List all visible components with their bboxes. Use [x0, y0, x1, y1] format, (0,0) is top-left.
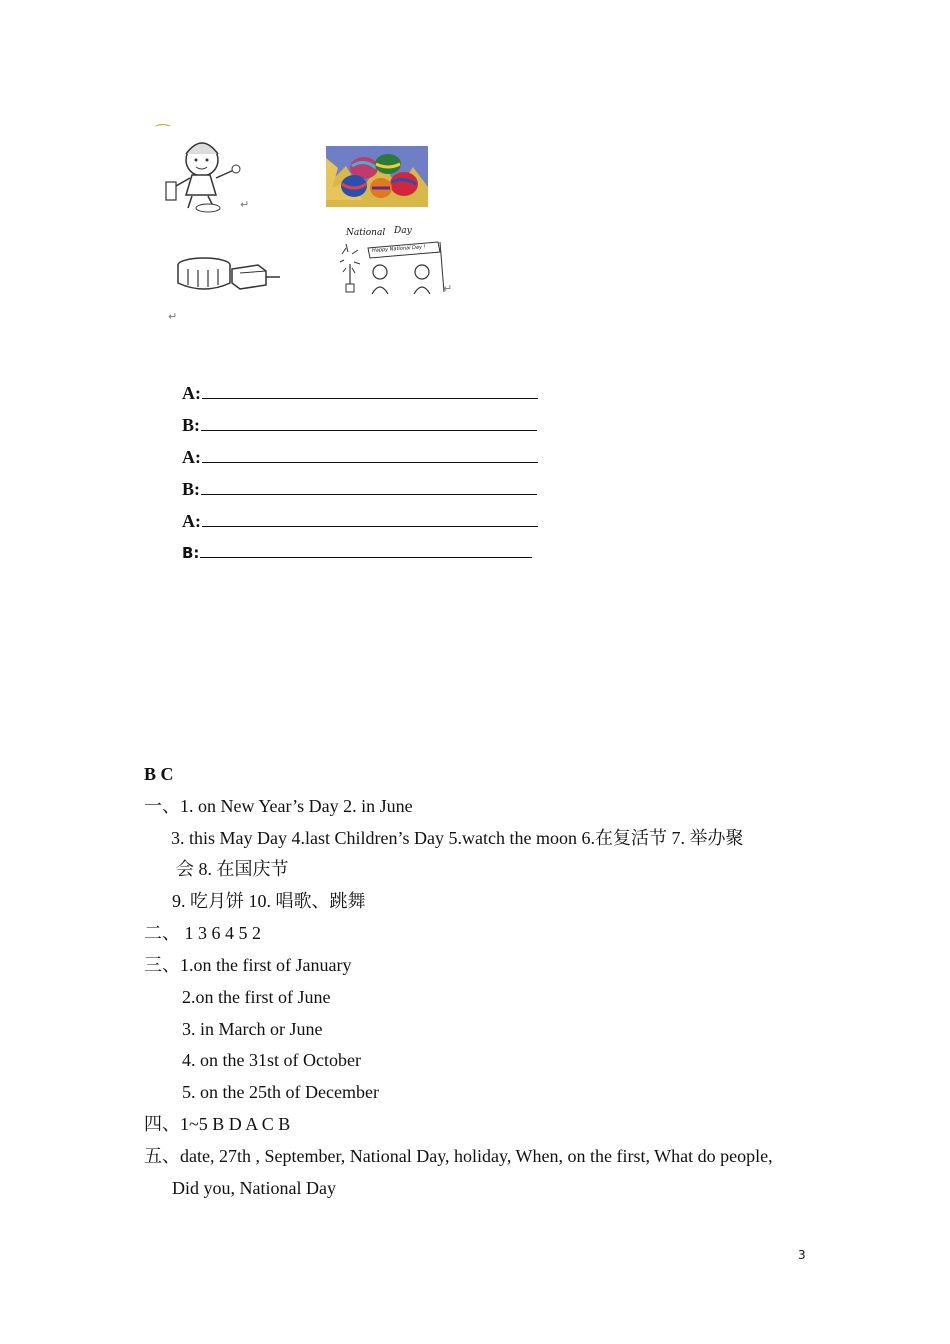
dialogue-line	[182, 380, 538, 404]
answer-blank[interactable]	[202, 508, 538, 527]
national-day-banner-text: Happy National Day !	[371, 244, 426, 254]
easter-eggs-image	[326, 146, 428, 207]
dialogue-line	[182, 476, 537, 500]
answer-section-1-line-4: 9. 吃月饼 10. 唱歌、跳舞	[172, 891, 366, 911]
dialogue-line	[182, 444, 538, 468]
answer-section-3-line-5: 5. on the 25th of December	[182, 1082, 379, 1102]
answer-heading: B C	[144, 764, 174, 784]
answer-blank[interactable]	[201, 412, 537, 431]
answer-blank[interactable]	[202, 380, 538, 399]
dialogue-line	[182, 542, 532, 562]
answer-blank[interactable]	[201, 476, 537, 495]
national-day-word-1: National	[346, 228, 386, 238]
page-number: 3	[798, 1248, 806, 1262]
speaker-label: A:	[182, 447, 201, 467]
national-day-word-2: Day	[394, 226, 412, 236]
answer-blank[interactable]	[200, 542, 532, 558]
speaker-label: B:	[182, 544, 200, 562]
speaker-label: B:	[182, 479, 200, 499]
return-mark: ↵	[443, 282, 453, 295]
answer-section-3-line-4: 4. on the 31st of October	[182, 1050, 361, 1070]
national-day-sketch-image	[338, 224, 453, 296]
answer-section-3-line-3: 3. in March or June	[182, 1019, 323, 1039]
speaker-label: A:	[182, 511, 201, 531]
answer-section-1-line-2: 3. this May Day 4.last Children’s Day 5.watch the moon 6.在复活节 7. 举办聚	[171, 828, 744, 848]
answer-section-1-line-3: 会 8. 在国庆节	[176, 859, 289, 879]
answer-blank[interactable]	[202, 444, 538, 463]
answer-section-1-line-1: 一、1. on New Year’s Day 2. in June	[144, 796, 413, 816]
speaker-label: A:	[182, 383, 201, 403]
mooncake-sketch-image	[168, 255, 283, 295]
answer-section-5-line-2: Did you, National Day	[172, 1178, 336, 1198]
child-sketch-image	[152, 120, 252, 215]
return-mark: ↵	[168, 310, 178, 323]
dialogue-line	[182, 508, 538, 532]
answer-section-4: 四、1~5 B D A C B	[144, 1114, 291, 1134]
dialogue-line	[182, 412, 537, 436]
return-mark: ↵	[240, 198, 250, 211]
answer-section-3-line-1: 三、1.on the first of January	[144, 955, 352, 975]
answer-section-2: 二、 1 3 6 4 5 2	[144, 923, 261, 943]
answer-section-3-line-2: 2.on the first of June	[182, 987, 331, 1007]
answer-section-5-line-1: 五、date, 27th , September, National Day, holiday, When, on the first, What do people,	[144, 1146, 773, 1166]
speaker-label: B:	[182, 415, 200, 435]
